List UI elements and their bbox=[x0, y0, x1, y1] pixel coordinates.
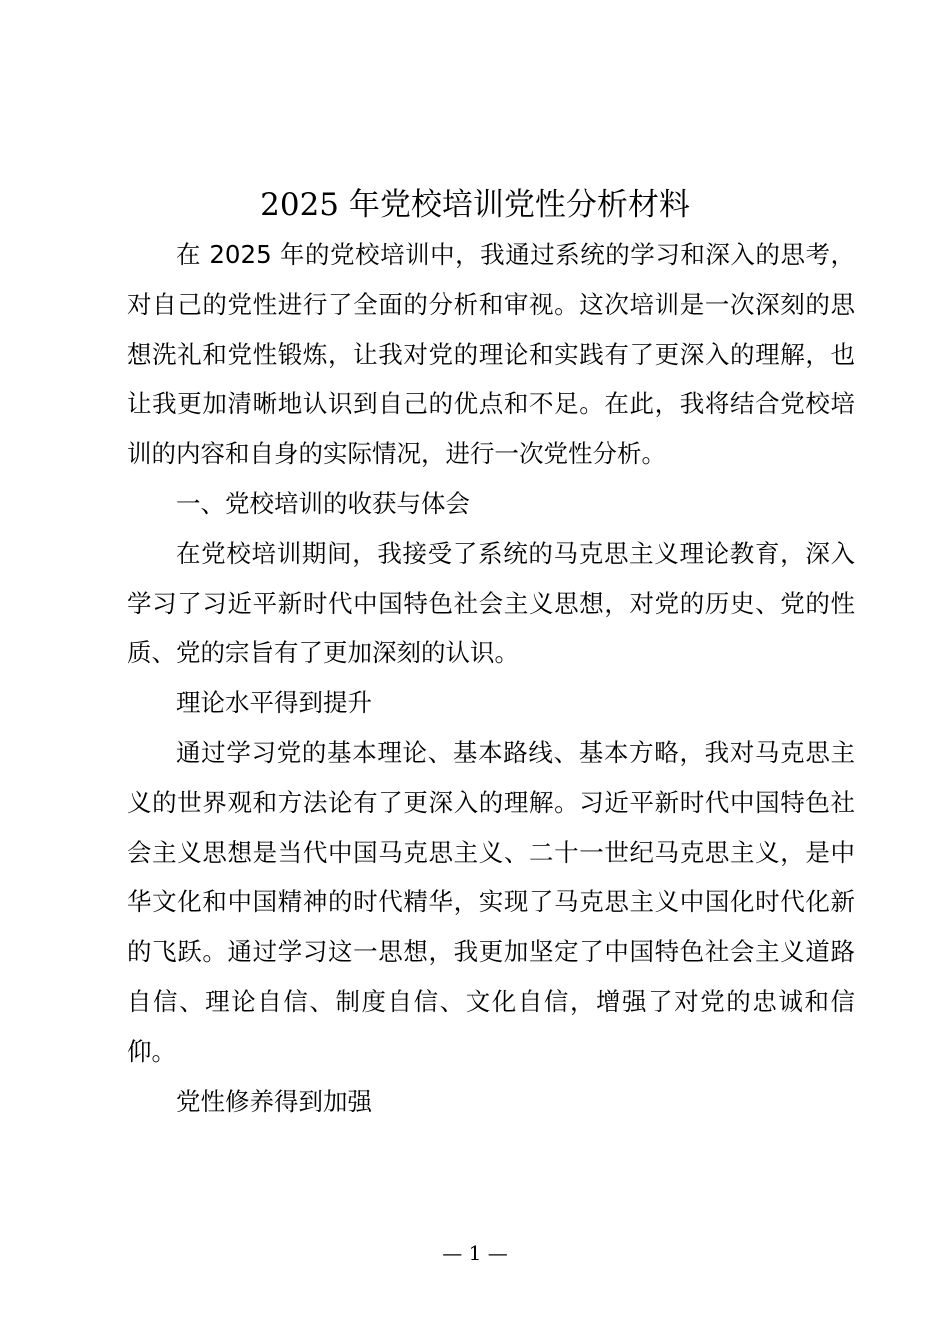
intro-paragraph: 在 2025 年的党校培训中，我通过系统的学习和深入的思考，对自己的党性进行了全面的分析和审视。这次培训是一次深刻的思想洗礼和党性锻炼，让我对党的理论和实践有了更深入的理解，也让我更加清晰地认识到自己的优点和不足。在此，我将结合党校培训的内容和自身的实际情况，进行一次党性分析。 bbox=[127, 240, 855, 469]
subheading: 理论水平得到提升 bbox=[176, 688, 372, 718]
subheading: 党性修养得到加强 bbox=[176, 1086, 372, 1116]
section-heading: 一、党校培训的收获与体会 bbox=[176, 488, 470, 518]
document-title: 2025 年党校培训党性分析材料 bbox=[260, 187, 690, 223]
body-paragraph: 通过学习党的基本理论、基本路线、基本方略，我对马克思主义的世界观和方法论有了更深入的理解。习近平新时代中国特色社会主义思想是当代中国马克思主义、二十一世纪马克思主义，是中华文化和中国精神的时代精华，实现了马克思主义中国化时代化新的飞跃。通过学习这一思想，我更加坚定了中国特色社会主义道路自信、理论自信、制度自信、文化自信，增强了对党的忠诚和信仰。 bbox=[127, 737, 855, 1066]
page-number: — 1 — bbox=[442, 1241, 508, 1265]
body-paragraph: 在党校培训期间，我接受了系统的马克思主义理论教育，深入学习了习近平新时代中国特色社会主义思想，对党的历史、党的性质、党的宗旨有了更加深刻的认识。 bbox=[127, 538, 855, 668]
document-body bbox=[127, 230, 855, 1126]
